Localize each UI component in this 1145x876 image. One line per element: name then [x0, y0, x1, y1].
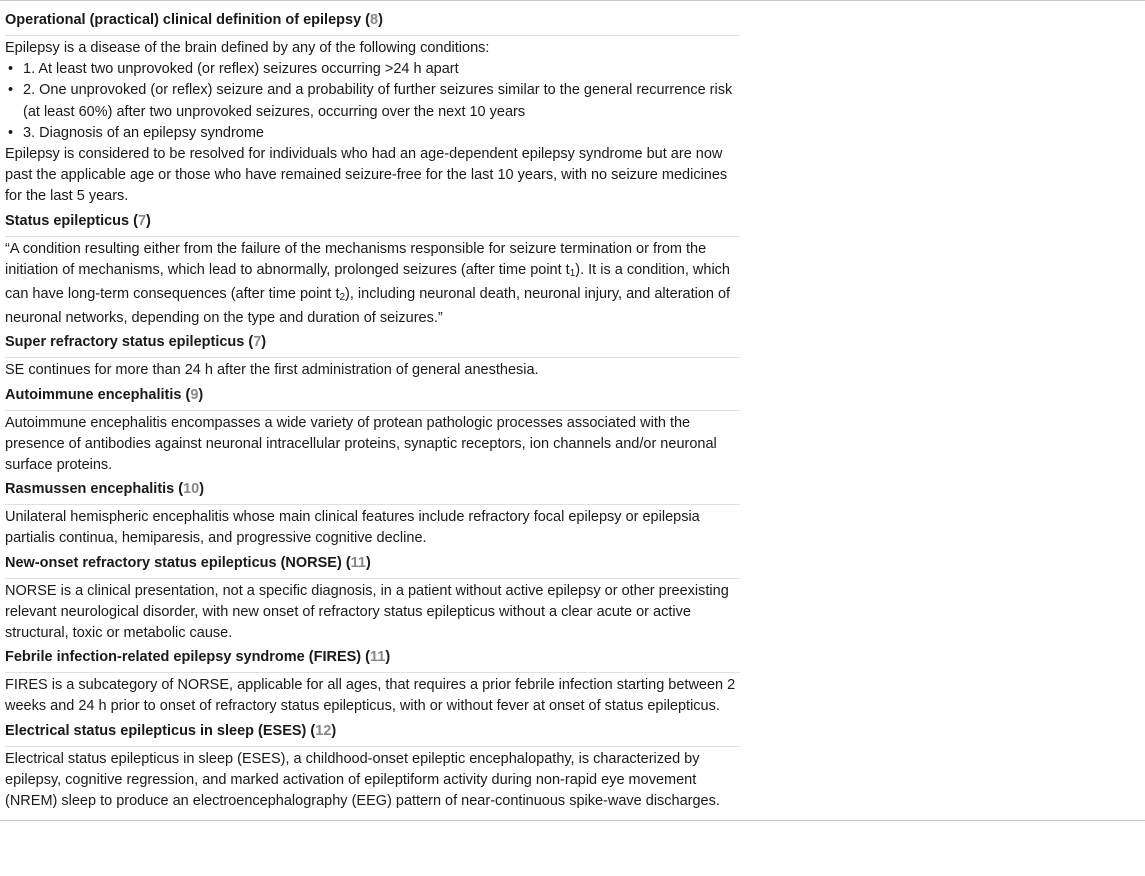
section-heading: Febrile infection-related epilepsy syndrome (FIRES) (11) [5, 647, 740, 673]
section-fires [0, 647, 1145, 717]
section-heading: Operational (practical) clinical definition of epilepsy (8) [5, 10, 740, 36]
reference-link[interactable]: 9 [190, 386, 199, 403]
section-text: NORSE is a clinical presentation, not a specific diagnosis, in a patient without active epilepsy or other preexisting relevant neurological disorder, with new onset of refractory status epilepticus without a clear acute or active structural, toxic or metabolic cause. [5, 582, 729, 642]
section-heading: Autoimmune encephalitis (9) [5, 385, 740, 411]
section-text: FIRES is a subcategory of NORSE, applicable for all ages, that requires a prior febrile infection starting between 2 weeks and 24 h prior to onset of refractory status epilepticus, with or without fever at onset of status epilepticus. [5, 677, 736, 715]
section-intro: Epilepsy is a disease of the brain defined by any of the following conditions: [5, 40, 490, 56]
section-text: SE continues for more than 24 h after the first administration of general anesthesia. [5, 362, 539, 379]
condition-list [5, 59, 745, 144]
list-item: • 3. Diagnosis of an epilepsy syndrome [8, 124, 264, 141]
section-heading: New-onset refractory status epilepticus (NORSE) (11) [5, 553, 740, 579]
reference-link[interactable]: 10 [183, 481, 200, 498]
section-text: Unilateral hemispheric encephalitis whose main clinical features include refractory focal epilepsy or epilepsia partialis continua, hemiparesis, and progressive cognitive decline. [5, 509, 700, 547]
section-autoimmune-encephalitis [0, 385, 1145, 477]
section-outro: Epilepsy is considered to be resolved for individuals who had an age-dependent epilepsy syndrome but are now past the applicable age or those who have remained seizure-free for the last 10 years, with no seizure medicines for the last 5 years. [5, 146, 728, 205]
section-eses [0, 721, 1145, 813]
list-item: • 1. At least two unprovoked (or reflex) seizures occurring >24 h apart [8, 61, 459, 78]
reference-link[interactable]: 7 [137, 212, 147, 229]
reference-link[interactable]: 12 [315, 722, 332, 739]
section-epilepsy-definition [0, 10, 1145, 208]
list-item: • 2. One unprovoked (or reflex) seizure and a probability of further seizures similar to the general recurrence risk (at least 60%) after two unprovoked seizures, occurring over the next 10 years [8, 82, 733, 120]
section-norse [0, 553, 1145, 645]
section-rasmussen-encephalitis [0, 479, 1145, 549]
section-super-refractory [0, 332, 1145, 381]
section-heading: Status epilepticus (7) [5, 211, 740, 237]
section-text: Autoimmune encephalitis encompasses a wide variety of protean pathologic processes associated with the presence of antibodies against neuronal intracellular proteins, synaptic receptors, ion channels and/or neuronal surface proteins. [5, 414, 717, 474]
section-text: “A condition resulting either from the failure of the mechanisms responsible for seizure termination or from the initiation of mechanisms, which lead to abnormally, prolonged seizures (after time point $t_1$). It is a condition, which can have long-term consequences (after time point $t_2$), including neuronal death, neuronal injury, and alteration of neuronal networks, depending on the type and duration of seizures.” [5, 240, 731, 327]
section-heading: Electrical status epilepticus in sleep (ESES) (12) [5, 721, 740, 747]
reference-link[interactable]: 11 [350, 554, 367, 571]
reference-link[interactable]: 8 [370, 12, 379, 28]
section-text: Electrical status epilepticus in sleep (ESES), a childhood-onset epileptic encephalopathy, is characterized by epilepsy, cognitive regression, and marked activation of epileptiform activity during non-rapid eye movement (NREM) sleep to produce an electroencephalography (EEG) pattern of near-continuous spike-wave discharges. [5, 750, 720, 810]
section-heading: Rasmussen encephalitis (10) [5, 479, 740, 505]
reference-link[interactable]: 11 [370, 649, 386, 666]
section-heading: Super refractory status epilepticus (7) [5, 332, 740, 358]
reference-link[interactable]: 7 [253, 334, 262, 351]
section-status-epilepticus [0, 211, 1145, 330]
